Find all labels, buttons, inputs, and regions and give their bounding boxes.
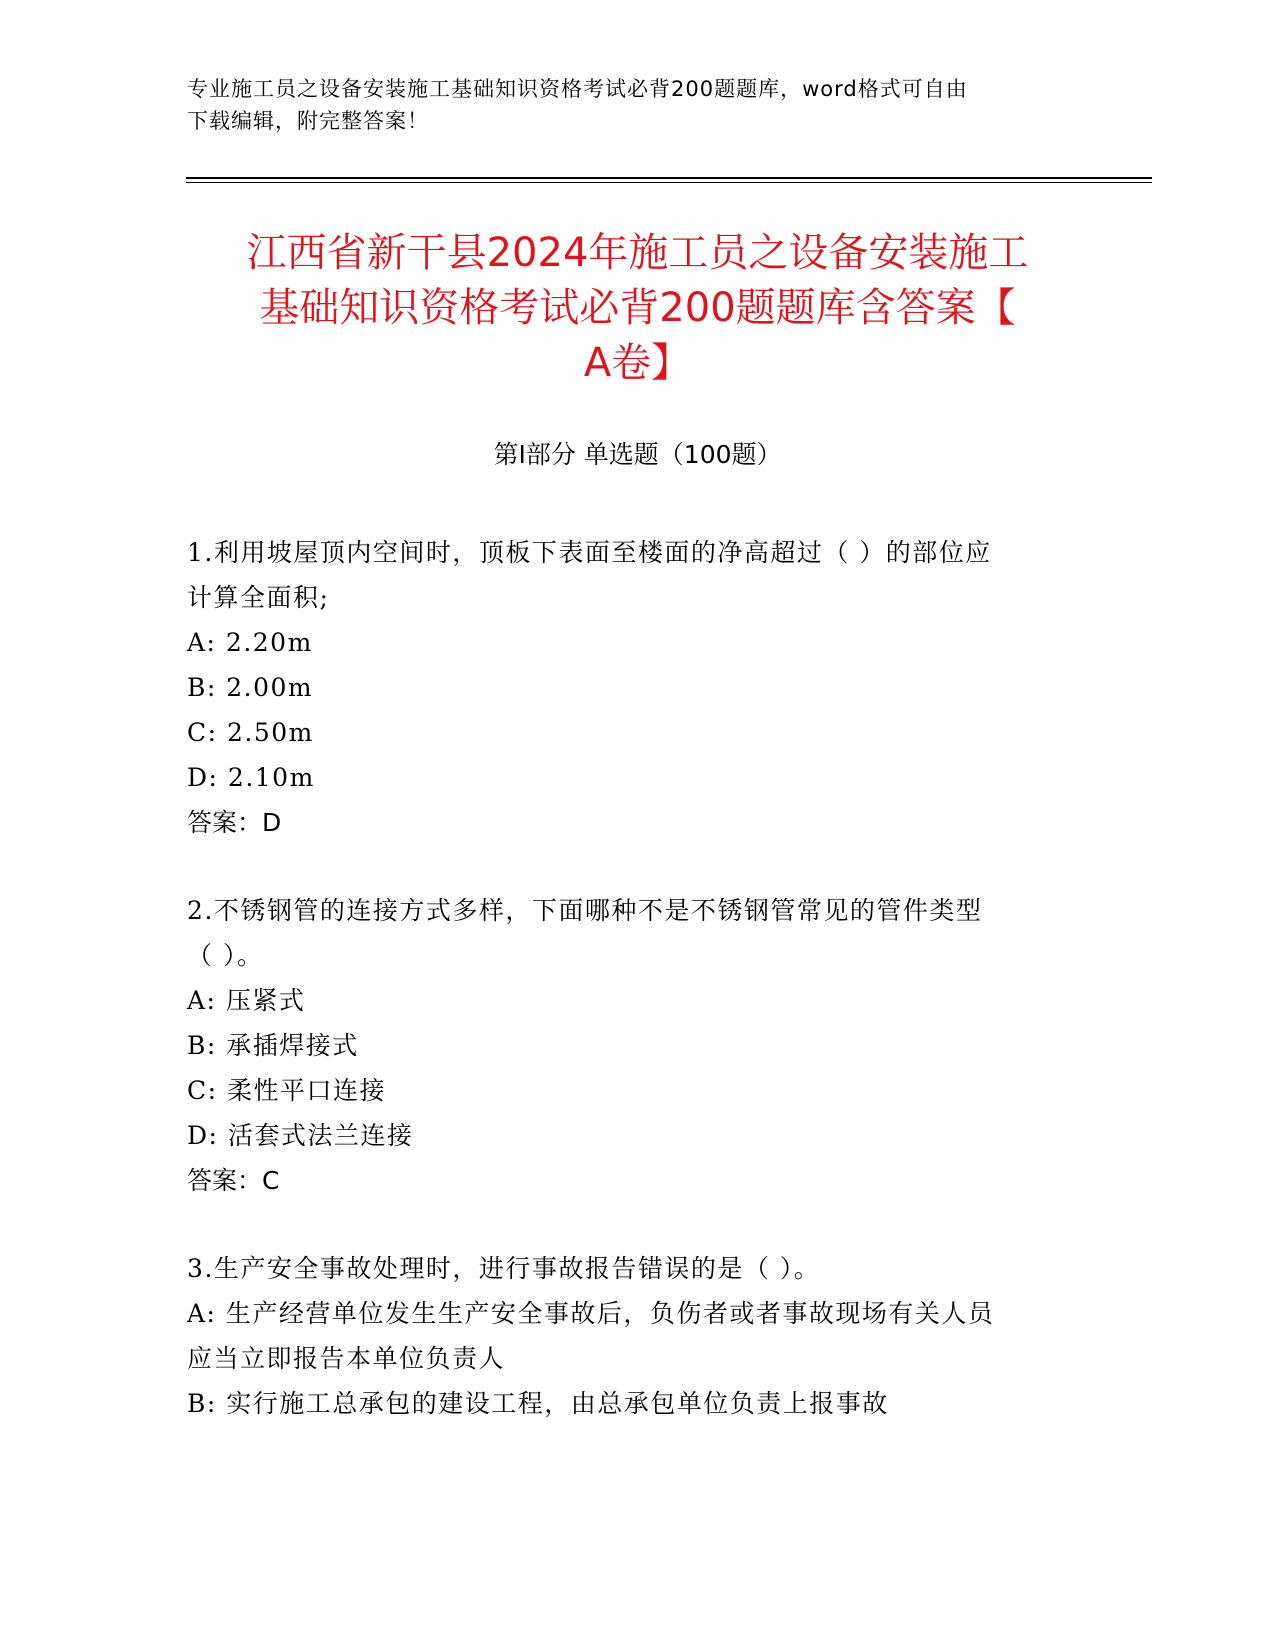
answer: 答案：C <box>187 1166 280 1195</box>
answer: 答案：D <box>187 808 282 837</box>
question-text: 3.生产安全事故处理时，进行事故报告错误的是（ ）。 <box>187 1254 821 1283</box>
option-b: B: 2.00m <box>187 673 314 702</box>
document-title-line-1: 江西省新干县2024年施工员之设备安装施工 <box>246 230 1029 276</box>
section-title: 第Ⅰ部分 单选题（100题） <box>493 440 782 469</box>
header-note-line-1: 专业施工员之设备安装施工基础知识资格考试必背200题题库，word格式可自由 <box>187 77 968 101</box>
option-b: B: 实行施工总承包的建设工程，由总承包单位负责上报事故 <box>187 1389 889 1418</box>
option-a-continued: 应当立即报告本单位负责人 <box>187 1344 506 1373</box>
document-title-line-2: 基础知识资格考试必背200题题库含答案【 <box>259 285 1016 331</box>
question-3 <box>187 1246 1087 1426</box>
option-d: D: 2.10m <box>187 763 315 792</box>
question-spacer <box>187 1203 1087 1246</box>
question-2 <box>187 888 1087 1203</box>
header-note-line-2: 下载编辑，附完整答案！ <box>187 109 429 133</box>
option-c: C: 柔性平口连接 <box>187 1076 386 1105</box>
option-d: D: 活套式法兰连接 <box>187 1121 414 1150</box>
question-text-continued: （ ）。 <box>187 941 264 970</box>
question-spacer <box>187 845 1087 888</box>
option-c: C: 2.50m <box>187 718 314 747</box>
question-text: 1.利用坡屋顶内空间时，顶板下表面至楼面的净高超过（ ）的部位应 <box>187 538 992 567</box>
document-title-line-3: A卷】 <box>583 340 692 386</box>
header-divider-thick <box>186 177 1152 179</box>
question-text-continued: 计算全面积; <box>187 583 330 612</box>
question-1 <box>187 530 1087 845</box>
option-a: A: 压紧式 <box>187 986 306 1015</box>
option-b: B: 承插焊接式 <box>187 1031 359 1060</box>
question-text: 2.不锈钢管的连接方式多样，下面哪种不是不锈钢管常见的管件类型 <box>187 896 983 925</box>
document-title <box>170 226 1105 391</box>
question-list <box>187 530 1087 1426</box>
header-divider-thin <box>186 182 1152 183</box>
option-a: A: 生产经营单位发生生产安全事故后，负伤者或者事故现场有关人员 <box>187 1299 995 1328</box>
option-a: A: 2.20m <box>187 628 313 657</box>
header-note <box>187 73 1087 137</box>
